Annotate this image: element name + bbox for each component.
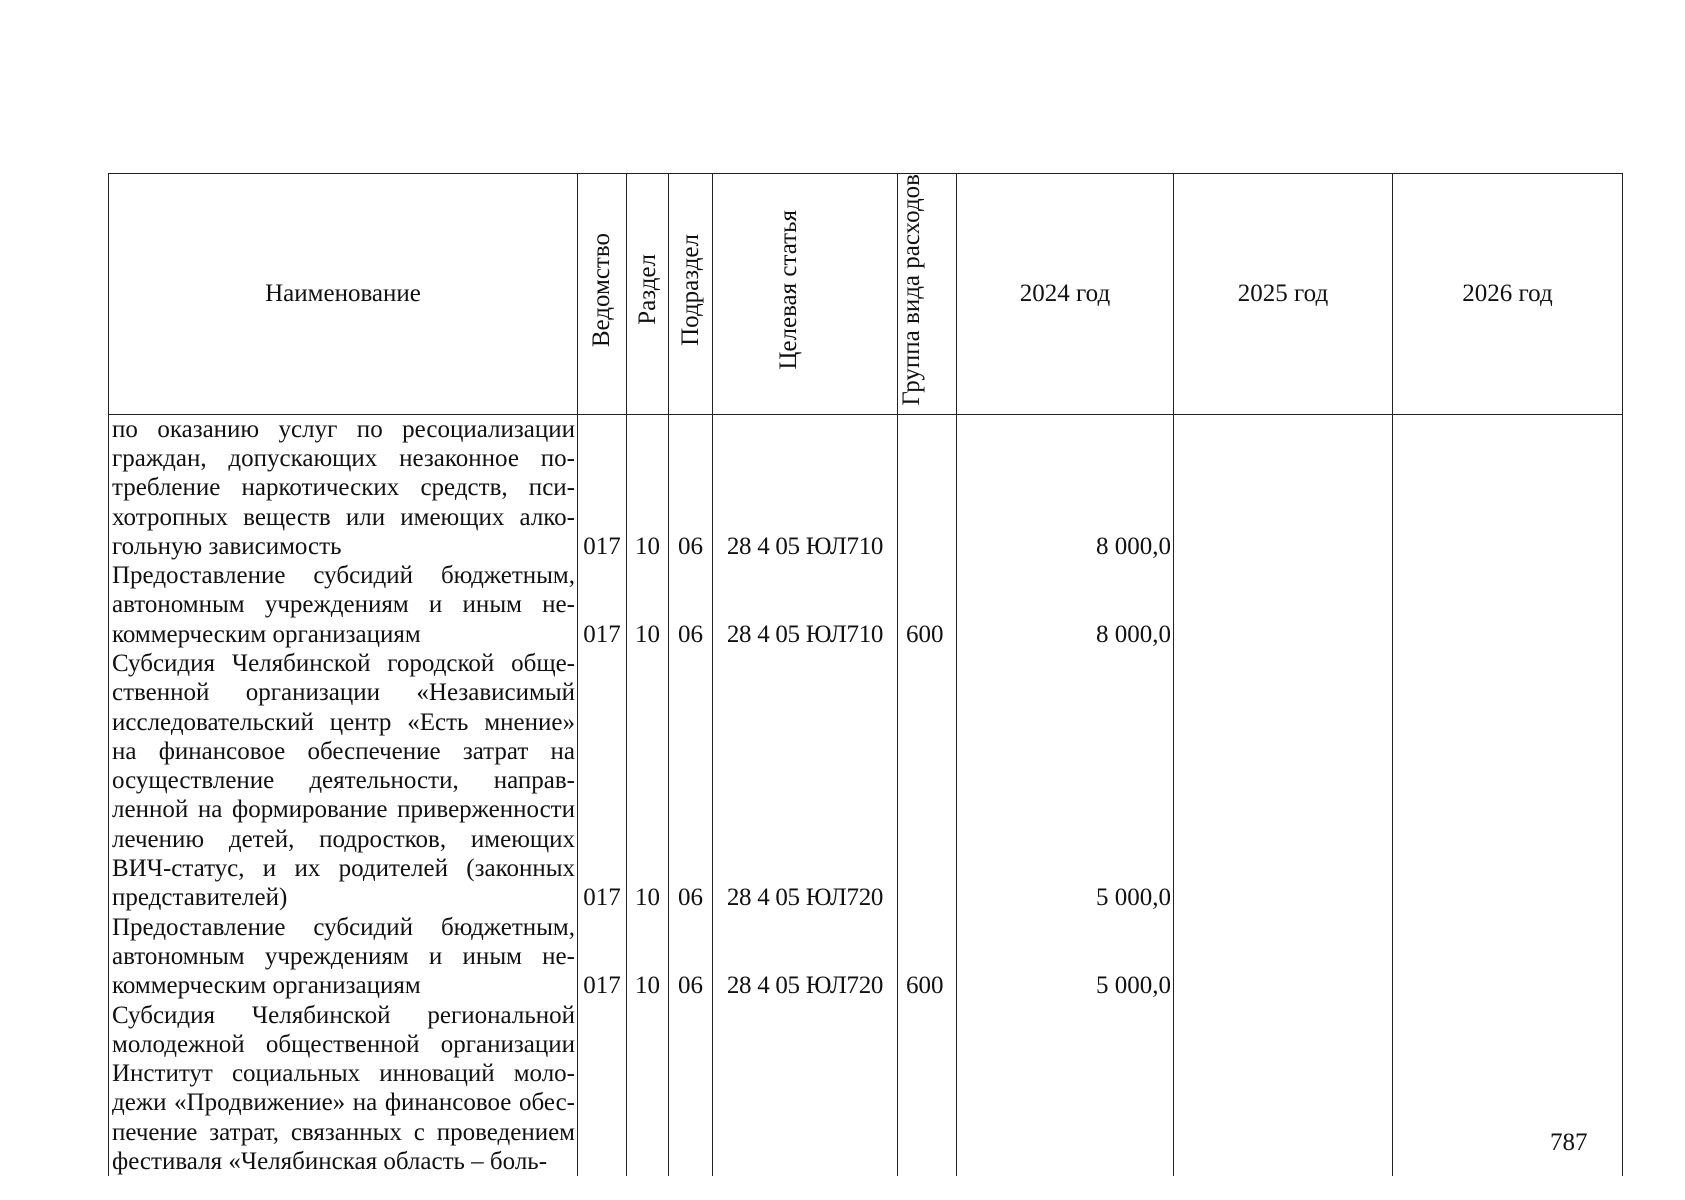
- row-amount-2025: [1174, 649, 1393, 913]
- table-row: [109, 913, 1623, 1001]
- row-amount-2026: [1393, 649, 1623, 913]
- row-department: [578, 1001, 627, 1177]
- row-name: Предоставление субсидий бюджетным, автономным учреждениям и иным некоммерческим организациям: [109, 913, 578, 1001]
- row-name: Предоставление субсидий бюджетным, автономным учреждениям и иным некоммерческим организациям: [109, 561, 578, 649]
- row-subsection: 06: [669, 414, 713, 561]
- row-amount-2026: [1393, 913, 1623, 1001]
- row-name: Субсидия Челябинской городской общественной организации «Независимый исследовательский центр «Есть мнение» на финансовое обеспечение затрат на осуществление деятельности, направленной на формирование приверженности лечению детей, подростков, имеющих ВИЧ-статус, и их родителей (законных представителей): [109, 649, 578, 913]
- row-subsection: 06: [669, 649, 713, 913]
- row-amount-2026: [1393, 561, 1623, 649]
- row-subsection: 06: [669, 561, 713, 649]
- row-amount-2024: 8 000,0: [957, 414, 1174, 561]
- row-target-article: 28 4 05 ЮЛ710: [713, 414, 898, 561]
- row-amount-2025: [1174, 561, 1393, 649]
- row-target-article: 28 4 05 ЮЛ720: [713, 649, 898, 913]
- row-department: 017: [578, 649, 627, 913]
- row-section: 10: [627, 649, 669, 913]
- row-expense-group: 600: [898, 913, 957, 1001]
- row-section: 10: [627, 414, 669, 561]
- row-amount-2025: [1174, 1001, 1393, 1177]
- header-expense-group: Группа вида расходов: [898, 174, 957, 415]
- row-department: 017: [578, 913, 627, 1001]
- row-target-article: 28 4 05 ЮЛ720: [713, 913, 898, 1001]
- row-amount-2024: [957, 1001, 1174, 1177]
- row-subsection: [669, 1001, 713, 1177]
- row-amount-2024: 8 000,0: [957, 561, 1174, 649]
- row-expense-group: [898, 649, 957, 913]
- row-expense-group: 600: [898, 561, 957, 649]
- page-number: 787: [1550, 1129, 1588, 1156]
- table-row: [109, 649, 1623, 913]
- header-department: Ведомство: [578, 174, 627, 415]
- row-section: [627, 1001, 669, 1177]
- header-name: Наименование: [109, 174, 578, 415]
- row-amount-2026: [1393, 1001, 1623, 1177]
- header-target-article: Целевая статья: [713, 174, 898, 415]
- row-amount-2024: 5 000,0: [957, 913, 1174, 1001]
- row-amount-2025: [1174, 414, 1393, 561]
- table-row: [109, 561, 1623, 649]
- row-subsection: 06: [669, 913, 713, 1001]
- row-expense-group: [898, 1001, 957, 1177]
- table-row: [109, 414, 1623, 561]
- header-2026: 2026 год: [1393, 174, 1623, 415]
- row-target-article: [713, 1001, 898, 1177]
- header-2024: 2024 год: [957, 174, 1174, 415]
- row-target-article: 28 4 05 ЮЛ710: [713, 561, 898, 649]
- row-expense-group: [898, 414, 957, 561]
- header-subsection: Подраздел: [669, 174, 713, 415]
- budget-table: [108, 173, 1623, 1176]
- row-section: 10: [627, 913, 669, 1001]
- row-section: 10: [627, 561, 669, 649]
- header-section: Раздел: [627, 174, 669, 415]
- header-2025: 2025 год: [1174, 174, 1393, 415]
- row-amount-2024: 5 000,0: [957, 649, 1174, 913]
- row-name: Субсидия Челябинской региональной молодежной общественной организации Институт социальных инноваций молодежи «Продвижение» на финансовое обеспечение затрат, связанных с проведением фестиваля «Челябинская область – боль-: [109, 1001, 578, 1177]
- row-department: 017: [578, 561, 627, 649]
- table-row: [109, 1001, 1623, 1177]
- row-amount-2025: [1174, 913, 1393, 1001]
- row-department: 017: [578, 414, 627, 561]
- header-row: [109, 174, 1623, 415]
- row-name: по оказанию услуг по ресоциализации граждан, допускающих незаконное потребление наркотических средств, психотропных веществ или имеющих алкогольную зависимость: [109, 414, 578, 561]
- row-amount-2026: [1393, 414, 1623, 561]
